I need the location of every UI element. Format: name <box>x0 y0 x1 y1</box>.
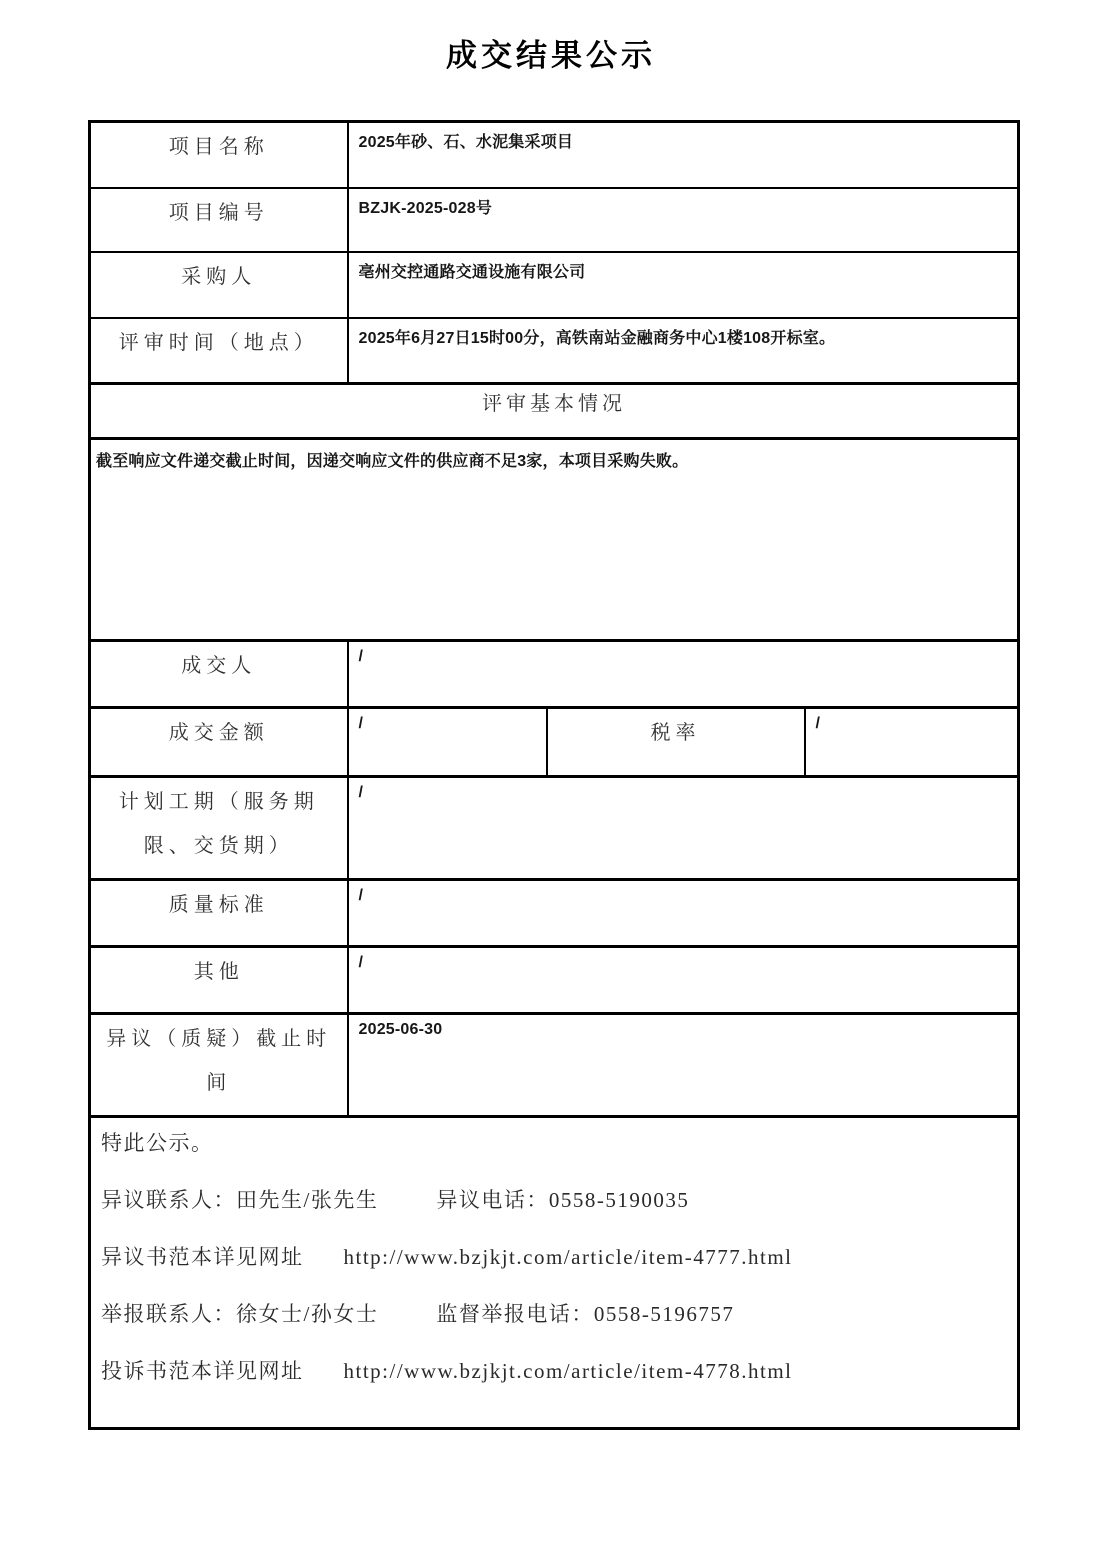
schedule-value: / <box>348 777 1019 880</box>
quality-row <box>90 880 1019 947</box>
winner-label: 成交人 <box>90 641 348 708</box>
quality-label: 质量标准 <box>90 880 348 947</box>
notice-line <box>101 1132 1007 1155</box>
page-title: 成交结果公示 <box>446 38 656 73</box>
amount-row <box>90 708 1019 777</box>
amount-label: 成交金额 <box>90 708 348 777</box>
objection-deadline-row <box>90 1014 1019 1117</box>
report-contact: 举报联系人：徐女士/孙女士 <box>101 1302 379 1327</box>
announcement-table <box>88 120 1020 1430</box>
objection-template-line <box>101 1246 1007 1269</box>
tax-rate-value: / <box>805 708 1019 777</box>
review-body-row <box>90 439 1019 641</box>
purchaser-value: 亳州交控通路交通设施有限公司 <box>348 252 1019 318</box>
project-number-row <box>90 188 1019 252</box>
notice-text: 特此公示。 <box>101 1131 214 1155</box>
objection-contact: 异议联系人：田先生/张先生 <box>101 1188 379 1213</box>
objection-deadline-label: 异议（质疑）截止时间 <box>90 1014 348 1117</box>
review-header-row <box>90 384 1019 439</box>
purchaser-label: 采购人 <box>90 252 348 318</box>
amount-value: / <box>348 708 547 777</box>
other-label: 其他 <box>90 947 348 1014</box>
complaint-template-label: 投诉书范本详见网址 <box>101 1359 304 1384</box>
complaint-template-url: http://www.bzjkjt.com/article/item-4778.html <box>343 1359 793 1384</box>
footer-cell <box>90 1117 1019 1429</box>
review-body-cell: 截至响应文件递交截止时间，因递交响应文件的供应商不足3家，本项目采购失败。 <box>90 439 1019 641</box>
schedule-row <box>90 777 1019 880</box>
winner-value: / <box>348 641 1019 708</box>
review-time-label: 评审时间（地点） <box>90 318 348 384</box>
winner-row <box>90 641 1019 708</box>
report-contact-line <box>101 1303 1007 1326</box>
complaint-template-line <box>101 1360 1007 1383</box>
tax-rate-label: 税率 <box>547 708 805 777</box>
objection-template-url: http://www.bzjkjt.com/article/item-4777.html <box>343 1245 793 1270</box>
review-time-row <box>90 318 1019 384</box>
project-number-value: BZJK-2025-028号 <box>348 188 1019 252</box>
purchaser-row <box>90 252 1019 318</box>
report-phone: 监督举报电话：0558-5196757 <box>436 1302 735 1327</box>
other-row <box>90 947 1019 1014</box>
project-name-label: 项目名称 <box>90 122 348 189</box>
project-number-label: 项目编号 <box>90 188 348 252</box>
objection-template-label: 异议书范本详见网址 <box>101 1245 304 1270</box>
other-value: / <box>348 947 1019 1014</box>
review-time-value: 2025年6月27日15时00分，高铁南站金融商务中心1楼108开标室。 <box>348 318 1019 384</box>
review-header-cell: 评审基本情况 <box>90 384 1019 439</box>
footer-row <box>90 1117 1019 1429</box>
objection-deadline-value: 2025-06-30 <box>348 1014 1019 1117</box>
project-name-value: 2025年砂、石、水泥集采项目 <box>348 122 1019 189</box>
quality-value: / <box>348 880 1019 947</box>
project-name-row <box>90 122 1019 189</box>
objection-contact-line <box>101 1189 1007 1212</box>
objection-phone: 异议电话：0558-5190035 <box>436 1188 690 1213</box>
schedule-label: 计划工期（服务期限、交货期） <box>90 777 348 880</box>
